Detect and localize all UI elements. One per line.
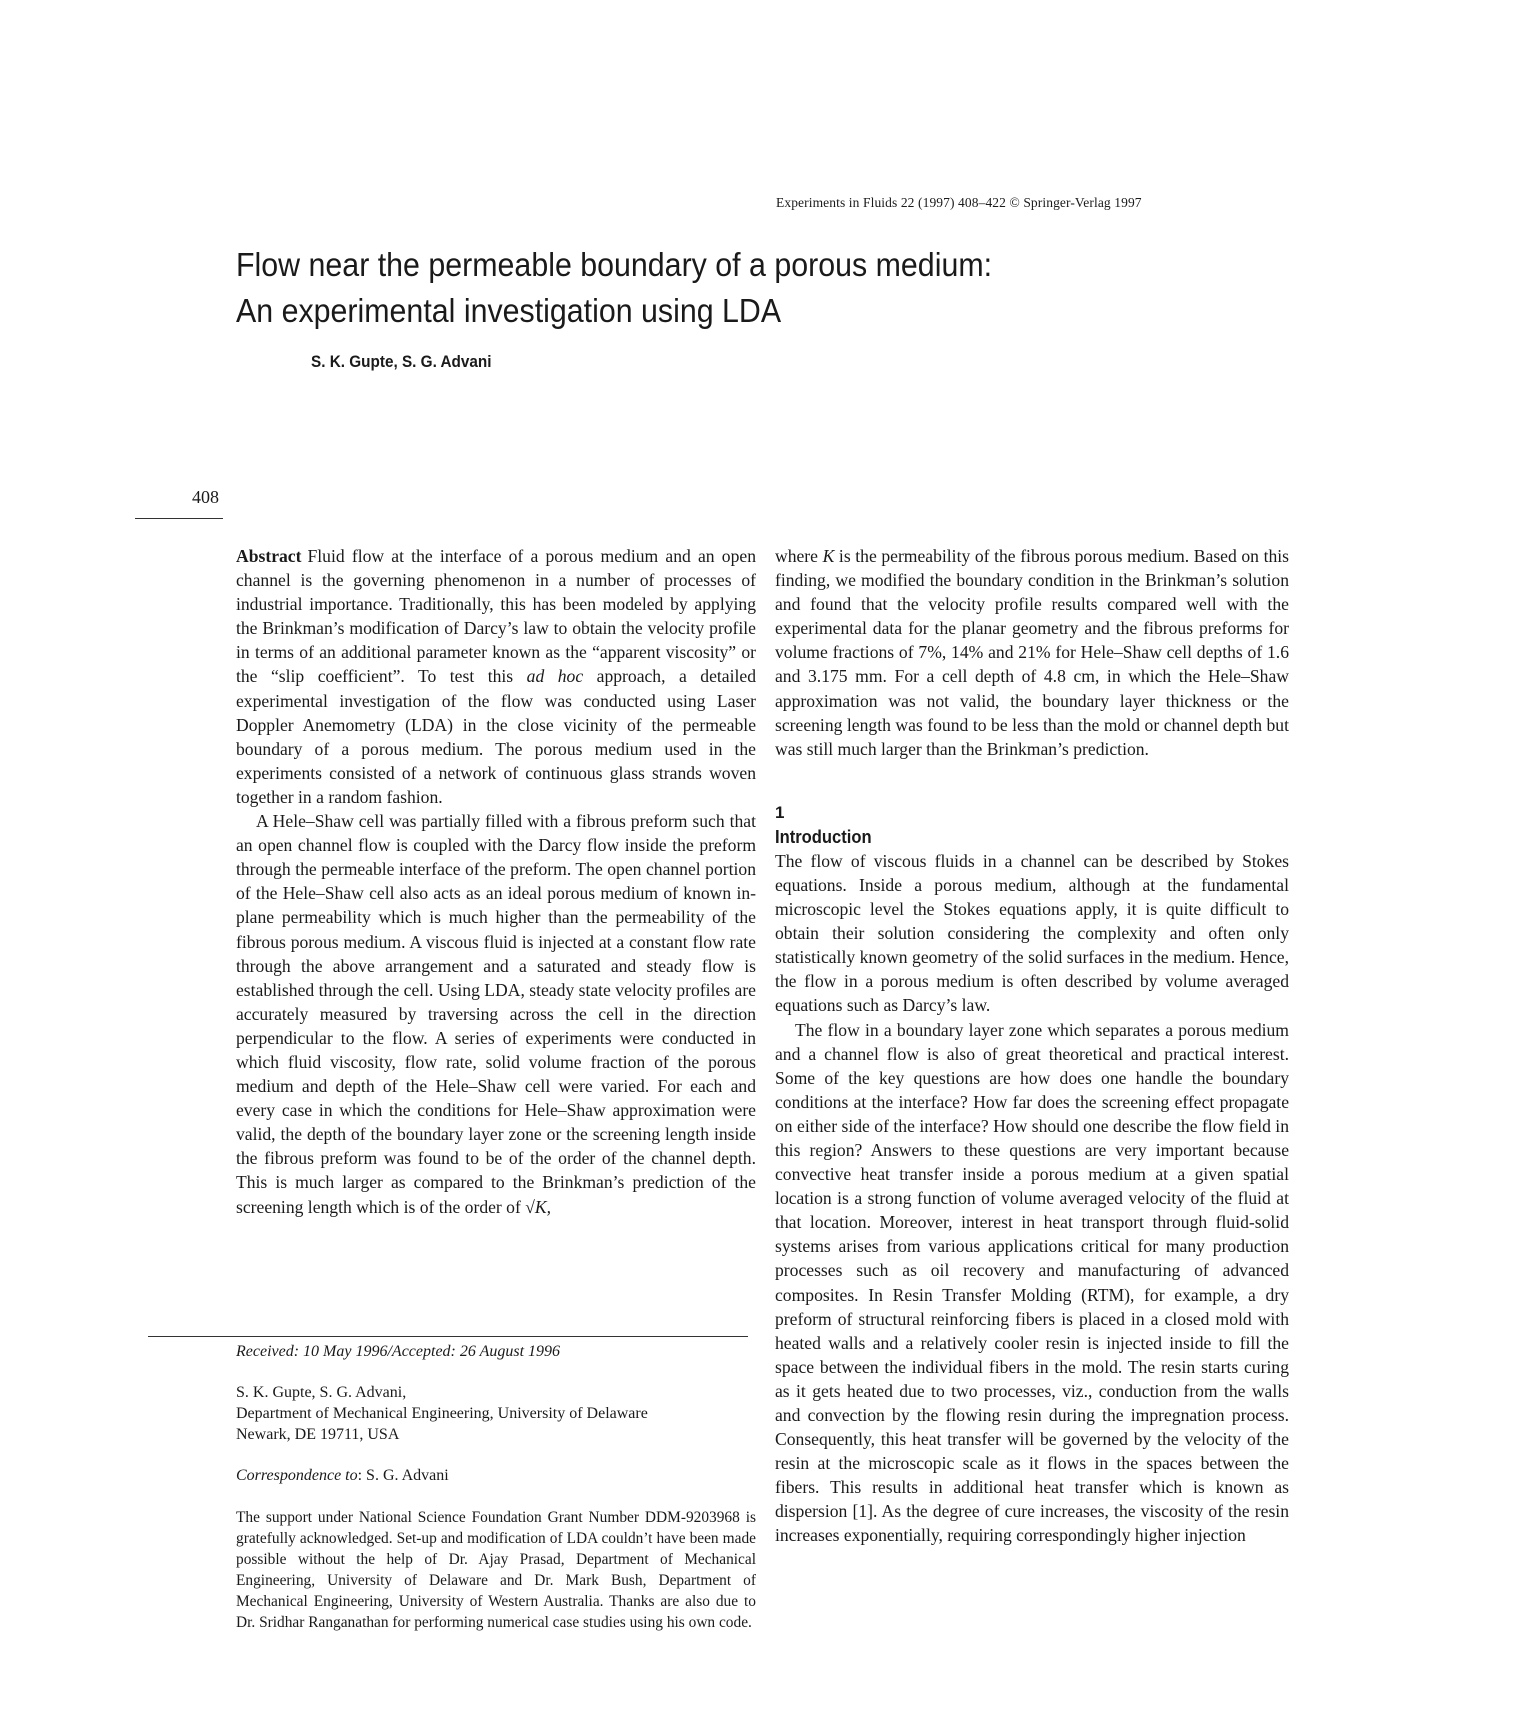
right-column — [775, 544, 1289, 1548]
journal-citation: Experiments in Fluids 22 (1997) 408–422 © Springer-Verlag 1997 — [776, 195, 1142, 210]
sqrt-k-symbol: √K, — [525, 1196, 552, 1217]
received-dates: Received: 10 May 1996/Accepted: 26 August 1996 — [236, 1343, 561, 1360]
abstract-text-1b: approach, a detailed experimental investigation of the flow was conducted using Laser Doppler Anemometry (LDA) in the close vicinity of the permeable boundary of a porous medium. The porous medium used in the experiments consisted of a network of continuous glass strands woven together in a random fashion. — [236, 666, 756, 807]
abstract-text-1a: Fluid flow at the interface of a porous medium and an open channel is the governing phenomenon in a number of processes of industrial importance. Traditionally, this has been modeled by applying the Brinkman’s modification of Darcy’s law to obtain the velocity profile in terms of an additional parameter known as the “apparent viscosity” or the “slip coefficient”. To test this — [236, 546, 756, 687]
title-line-1: Flow near the permeable boundary of a porous medium: — [236, 246, 993, 283]
abstract-paragraph-2 — [236, 809, 756, 1219]
abstract-text-3a: where — [775, 546, 823, 566]
page-number: 408 — [192, 487, 219, 507]
acknowledgement: The support under National Science Foundation Grant Number DDM-9203968 is gratefully acknowledged. Set-up and modification of LDA couldn’t have been made possible without the help of Dr. Ajay Prasad, Department of Mechanical Engineering, University of Delaware and Dr. Mark Bush, Department of Mechanical Engineering, University of Western Australia. Thanks are also due to Dr. Sridhar Ranganathan for performing numerical case studies using his own code. — [236, 1509, 756, 1631]
correspondence-label: Correspondence to — [236, 1467, 358, 1484]
correspondence-name: : S. G. Advani — [357, 1467, 449, 1484]
italic-k: K — [822, 546, 835, 566]
section-title: Introduction — [775, 826, 872, 847]
correspondence — [236, 1465, 756, 1486]
abstract-label: Abstract — [236, 546, 302, 566]
affiliation-line-3: Newark, DE 19711, USA — [236, 1426, 400, 1443]
left-column — [236, 544, 756, 1219]
abstract-text-2: A Hele–Shaw cell was partially filled with a fibrous preform such that an open channel flow is coupled with the Darcy flow inside the preform through the permeable interface of the preform. The open channel portion of the Hele–Shaw cell also acts as an ideal porous medium of known in-plane permeability which is much higher than the permeability of the fibrous porous medium. A viscous fluid is injected at a constant flow rate through the above arrangement and a saturated and steady flow is established through the cell. Using LDA, steady state velocity profiles are accurately measured by traversing across the cell in the direction perpendicular to the flow. A series of experiments were conducted in which fluid viscosity, flow rate, solid volume fraction of the porous medium and depth of the Hele–Shaw cell were varied. For each and every case in which the conditions for Hele–Shaw approximation were valid, the depth of the boundary layer zone or the screening length inside the fibrous preform was found to be of the order of the channel depth. This is much larger as compared to the Brinkman’s prediction of the screening length which is of the order of — [236, 811, 756, 1217]
abstract-italic-ad-hoc: ad hoc — [526, 666, 584, 687]
abstract-paragraph-3 — [775, 544, 1289, 761]
affiliation-line-2: Department of Mechanical Engineering, University of Delaware — [236, 1405, 648, 1422]
footnote-rule — [148, 1336, 748, 1337]
affiliation-line-1: S. K. Gupte, S. G. Advani, — [236, 1384, 407, 1401]
section-number: 1 — [775, 802, 785, 822]
paper-title — [236, 242, 1064, 334]
intro-paragraph-1: The flow of viscous fluids in a channel can be described by Stokes equations. Inside a porous medium, although at the fundamental microscopic level the Stokes equations apply, it is quite difficult to obtain their solution considering the complexity and often only statistically known geometry of the solid surfaces in the medium. Hence, the flow in a porous medium is often described by volume averaged equations such as Darcy’s law. — [775, 850, 1289, 1016]
title-line-2: An experimental investigation using LDA — [236, 292, 782, 329]
authors: S. K. Gupte, S. G. Advani — [311, 352, 492, 371]
abstract-text-3b: is the permeability of the fibrous porous medium. Based on this finding, we modified the boundary condition in the Brinkman’s solution and found that the velocity profile results compared well with the experimental data for the planar geometry and the fibrous preforms for volume fractions of 7%, 14% and 21% for Hele–Shaw cell depths of 1.6 and 3.175 mm. For a cell depth of 4.8 cm, in which the Hele–Shaw approximation was not valid, the boundary layer thickness or the screening length was found to be less than the mold or channel depth but was still much larger than the Brinkman’s prediction. — [775, 546, 1289, 759]
intro-paragraph-2: The flow in a boundary layer zone which separates a porous medium and a channel flow is also of great theoretical and practical interest. Some of the key questions are how does one handle the boundary conditions at the interface? How far does the screening effect propagate on either side of the interface? How should one describe the flow field in this region? Answers to these questions are very important because convective heat transfer inside a porous medium at a given spatial location is a strong function of volume averaged velocity of the fluid at that location. Moreover, interest in heat transport through fluid-solid systems arises from various applications critical for many production processes such as oil recovery and manufacturing of advanced composites. In Resin Transfer Molding (RTM), for example, a dry preform of structural reinforcing fibers is placed in a closed mold with heated walls and a relatively cooler resin is injected inside to fill the space between the individual fibers in the mold. The resin starts curing as it gets heated due to two processes, viz., conduction from the walls and convection by the flowing resin during the impregnation process. Consequently, this heat transfer will be governed by the velocity of the resin at the microscopic scale as it flows in the spaces between the fibers. This results in additional heat transfer which is known as dispersion [1]. As the degree of cure increases, the viscosity of the resin increases exponentially, requiring correspondingly higher injection — [775, 1019, 1289, 1546]
abstract-paragraph-1 — [236, 544, 756, 809]
page-number-rule — [135, 518, 223, 519]
affiliation-block — [236, 1382, 756, 1445]
